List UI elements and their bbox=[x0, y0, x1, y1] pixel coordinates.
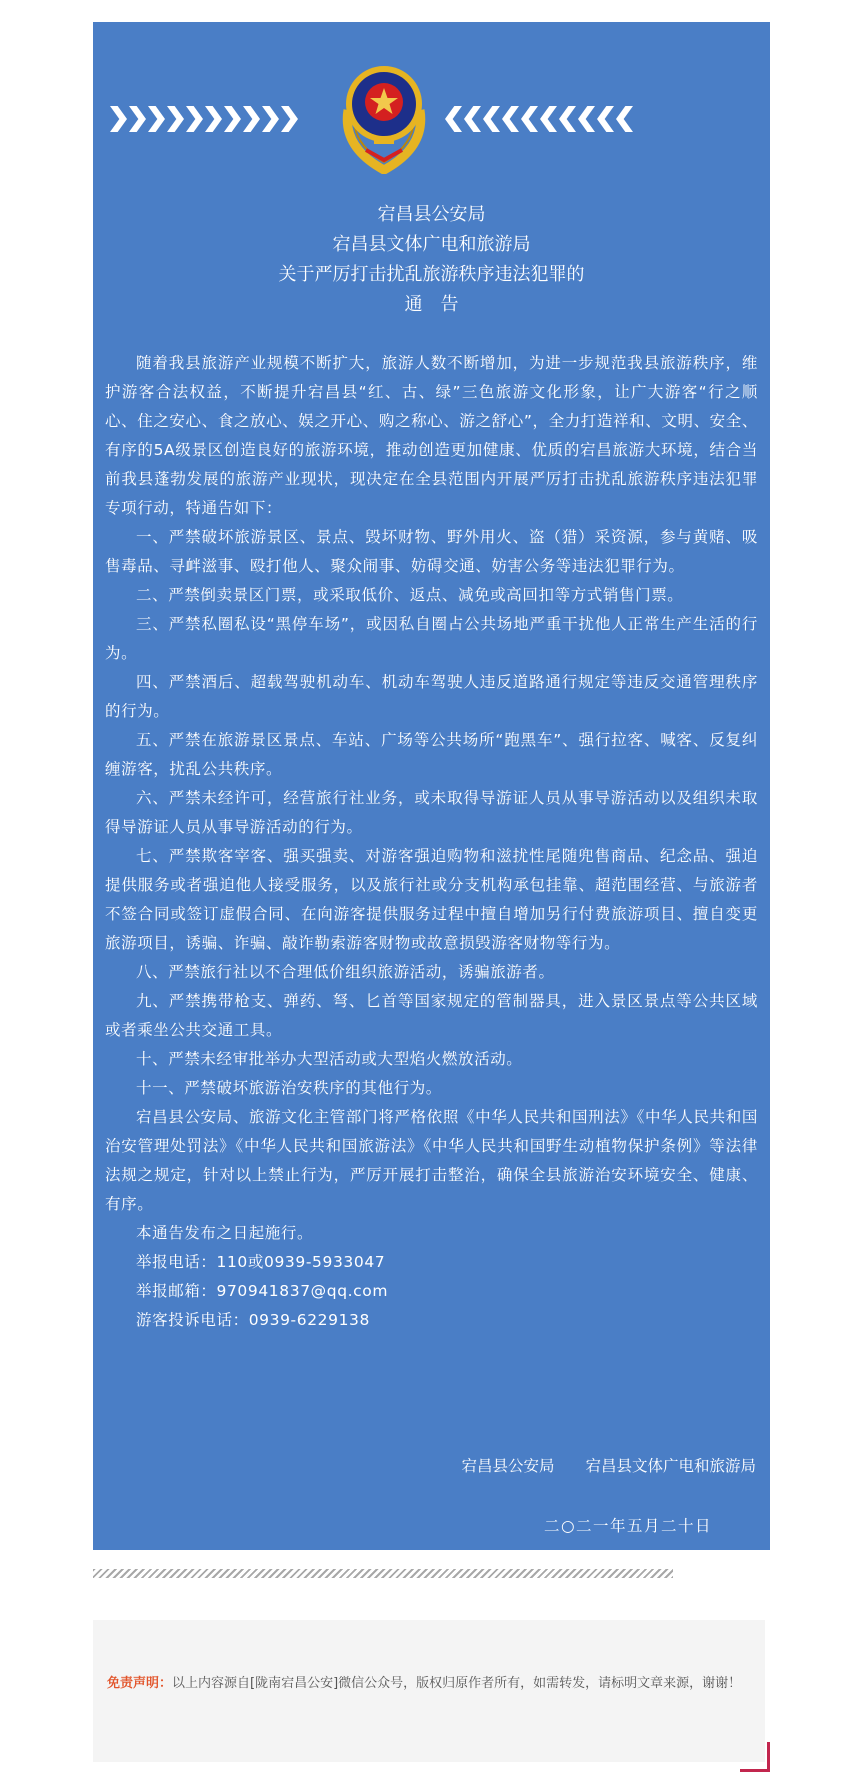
chevron-banner-left bbox=[110, 106, 300, 132]
contact-report-email: 举报邮箱：970941837@qq.com bbox=[136, 1282, 389, 1300]
signature-date: 二○二一年五月二十日 bbox=[543, 1517, 712, 1535]
body-paragraph: 六、严禁未经许可，经营旅行社业务，或未取得导游证人员从事导游活动以及组织未取得导游证人员从事导游活动的行为。 bbox=[105, 789, 758, 836]
body-paragraph: 八、严禁旅行社以不合理低价组织旅游活动，诱骗旅游者。 bbox=[136, 963, 555, 981]
issuing-authority-2: 宕昌县文体广电和旅游局 bbox=[332, 234, 531, 255]
signature-orgs: 宕昌县公安局 宕昌县文体广电和旅游局 bbox=[461, 1457, 756, 1475]
notice-subject: 关于严厉打击扰乱旅游秩序违法犯罪的 bbox=[278, 264, 585, 285]
disclaimer-box bbox=[93, 1620, 765, 1762]
notice-body bbox=[105, 349, 758, 1335]
body-paragraph: 四、严禁酒后、超载驾驶机动车、机动车驾驶人违反道路通行规定等违反交通管理秩序的行为。 bbox=[105, 673, 758, 720]
disclaimer-text: 以上内容源自[陇南宕昌公安]微信公众号，版权归原作者所有，如需转发，请标明文章来源，谢谢！ bbox=[172, 1676, 742, 1691]
chevron-banner-right bbox=[445, 106, 635, 132]
disclaimer bbox=[107, 1670, 752, 1697]
corner-accent bbox=[740, 1742, 770, 1772]
body-paragraph: 随着我县旅游产业规模不断扩大，旅游人数不断增加，为进一步规范我县旅游秩序，维护游客合法权益，不断提升宕昌县“红、古、绿”三色旅游文化形象，让广大游客“行之顺心、住之安心、食之放心、娱之开心、购之称心、游之舒心”，全力打造祥和、文明、安全、有序的5A级景区创造良好的旅游环境，推动创造更加健康、优质的宕昌旅游大环境，结合当前我县蓬勃发展的旅游产业现状，现决定在全县范围内开展严厉打击扰乱旅游秩序违法犯罪专项行动，特通告如下： bbox=[105, 354, 758, 517]
body-paragraph: 五、严禁在旅游景区景点、车站、广场等公共场所“跑黑车”、强行拉客、喊客、反复纠缠游客，扰乱公共秩序。 bbox=[105, 731, 758, 778]
body-paragraph: 十、严禁未经审批举办大型活动或大型焰火燃放活动。 bbox=[136, 1050, 523, 1068]
issuing-authority-1: 宕昌县公安局 bbox=[377, 204, 486, 225]
contact-complaint-phone: 游客投诉电话：0939-6229138 bbox=[136, 1311, 370, 1329]
body-paragraph: 一、严禁破坏旅游景区、景点、毁坏财物、野外用火、盗（猎）采资源，参与黄赌、吸售毒品、寻衅滋事、殴打他人、聚众闹事、妨碍交通、妨害公务等违法犯罪行为。 bbox=[105, 528, 758, 575]
body-paragraph: 宕昌县公安局、旅游文化主管部门将严格依照《中华人民共和国刑法》《中华人民共和国治安管理处罚法》《中华人民共和国旅游法》《中华人民共和国野生动植物保护条例》等法律法规之规定，针对以上禁止行为，严厉开展打击整治，确保全县旅游治安环境安全、健康、有序。 bbox=[105, 1108, 758, 1213]
body-paragraph: 二、严禁倒卖景区门票，或采取低价、返点、减免或高回扣等方式销售门票。 bbox=[136, 586, 684, 604]
hatch-divider bbox=[93, 1569, 673, 1578]
contact-report-phone: 举报电话：110或0939-5933047 bbox=[136, 1253, 386, 1271]
body-paragraph: 三、严禁私圈私设“黑停车场”，或因私自圈占公共场地严重干扰他人正常生产生活的行为。 bbox=[105, 615, 758, 662]
body-paragraph: 七、严禁欺客宰客、强买强卖、对游客强迫购物和滋扰性尾随兜售商品、纪念品、强迫提供服务或者强迫他人接受服务，以及旅行社或分支机构承包挂靠、超范围经营、与旅游者不签合同或签订虚假合同、在向游客提供服务过程中擅自增加另行付费旅游项目、擅自变更旅游项目，诱骗、诈骗、敲诈勒索游客财物或故意损毁游客财物等行为。 bbox=[105, 847, 758, 952]
body-paragraph: 十一、严禁破坏旅游治安秩序的其他行为。 bbox=[136, 1079, 442, 1097]
body-paragraph: 本通告发布之日起施行。 bbox=[136, 1224, 314, 1242]
police-emblem-icon bbox=[334, 52, 434, 174]
disclaimer-label: 免责声明： bbox=[107, 1676, 173, 1691]
notice-doc-type: 通 告 bbox=[404, 294, 459, 315]
body-paragraph: 九、严禁携带枪支、弹药、弩、匕首等国家规定的管制器具，进入景区景点等公共区域或者乘坐公共交通工具。 bbox=[105, 992, 758, 1039]
notice-card bbox=[93, 22, 770, 1550]
